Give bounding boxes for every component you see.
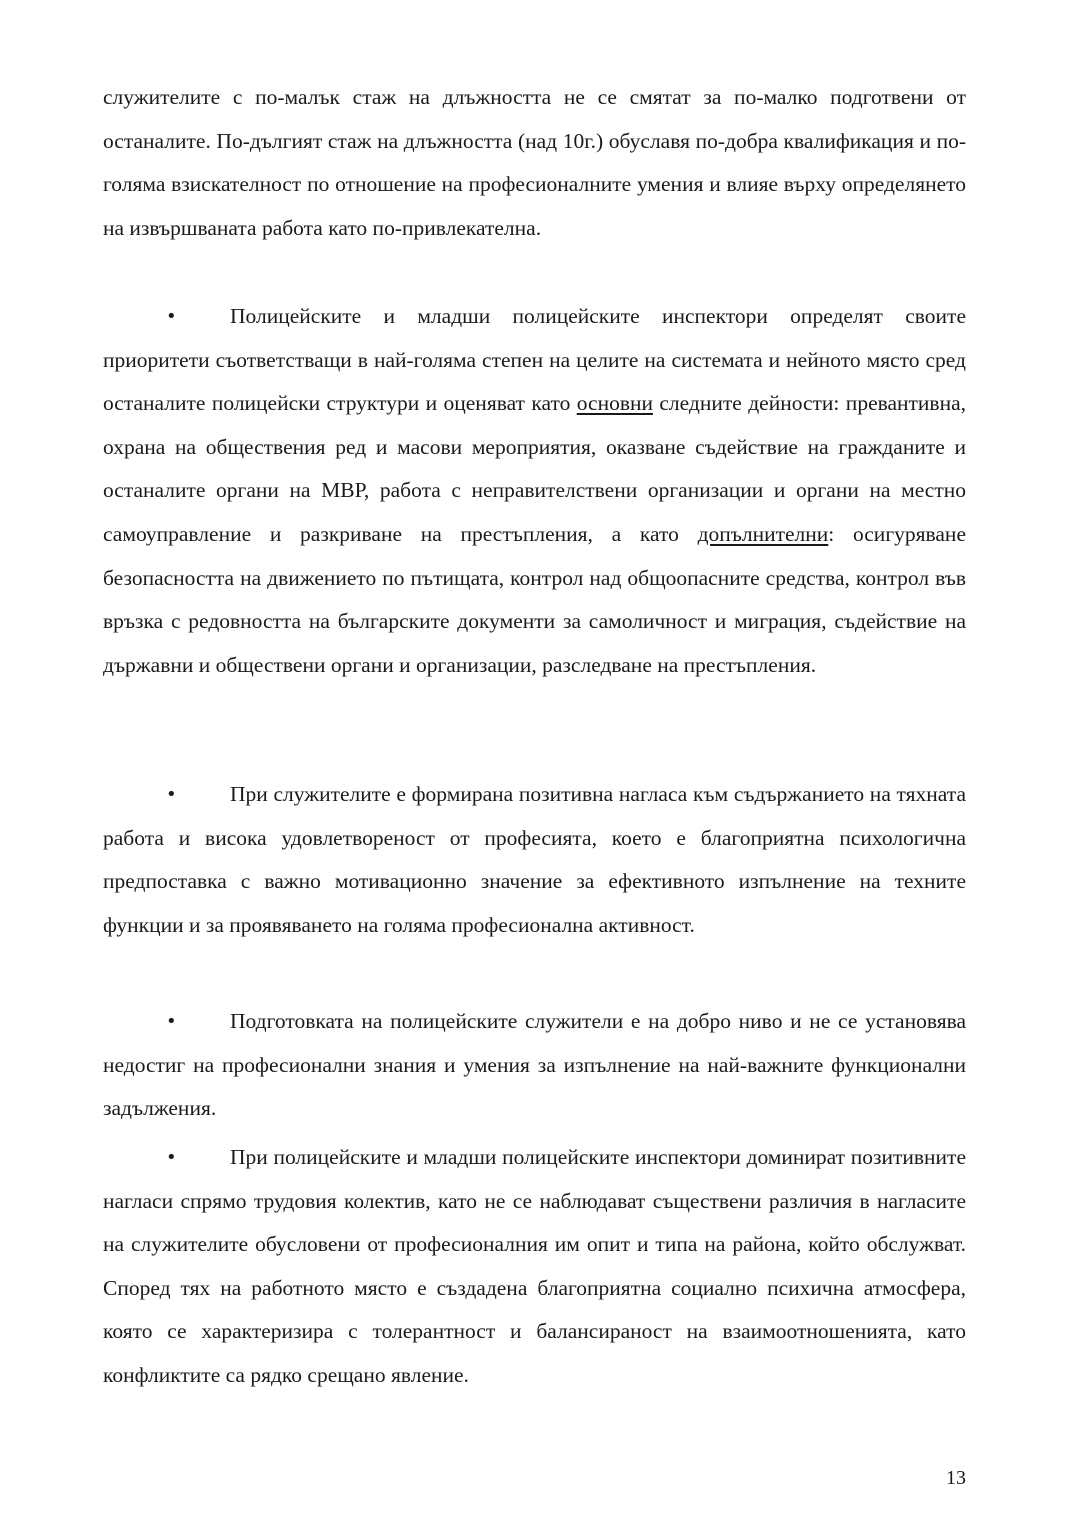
bullet-paragraph-4	[103, 1136, 966, 1398]
bullet-1-text-b: следните дейности: превантивна, охрана на обществения ред и масови мероприятия, оказване съдействие на гражданите и останалите органи на МВР, работа с неправителствени организации и органи на местно самоуправление и разкриване на престъпления, а като	[103, 391, 967, 546]
bullet-dot-icon: •	[166, 784, 177, 805]
bullet-4-text: При полицейските и младши полицейските инспектори доминират позитивните нагласи спрямо трудовия колектив, като не се наблюдават съществени различия в нагласите на служителите обусловени от професионалния им опит и типа на района, който обслужват. Според тях на работното място е създадена благоприятна социално психична атмосфера, която се характеризира с толерантност и балансираност на взаимоотношенията, като конфликтите са рядко срещано явление.	[103, 1145, 966, 1387]
intro-paragraph: служителите с по-малък стаж на длъжността не се смятат за по-малко подготвени от останалите. По-дългият стаж на длъжността (над 10г.) обуславя по-добра квалификация и по-голяма взискателност по отношение на професионалните умения и влияе върху определянето на извършваната работа като по-привлекателна.	[103, 85, 966, 240]
bullet-2-text: При служителите е формирана позитивна нагласа към съдържанието на тяхната работа и висока удовлетвореност от професията, което е благоприятна психологична предпоставка с важно мотивационно значение за ефективното изпълнение на техните функции и за проявяването на голяма професионална активност.	[103, 782, 966, 937]
bullet-dot-icon: •	[166, 306, 177, 327]
bullet-1-text-c: : осигуряване безопасността на движението по пътищата, контрол над общоопасните средства, контрол във връзка с редовността на българските документи за самоличност и миграция, съдействие на държавни и обществени органи и организации, разследване на престъпления.	[103, 521, 966, 677]
bullet-paragraph-2	[103, 773, 966, 947]
underlined-term-main: основни	[576, 391, 653, 416]
bullet-dot-icon: •	[166, 1011, 177, 1032]
bullet-3-text: Подготовката на полицейските служители е на добро ниво и не се установява недостиг на професионални знания и умения за изпълнение на най-важните функционални задължения.	[103, 1009, 966, 1121]
underlined-term-additional: допълнителни	[697, 521, 829, 546]
bullet-dot-icon: •	[166, 1147, 177, 1168]
bullet-paragraph-1	[103, 295, 966, 687]
page-number: 13	[946, 1467, 966, 1489]
bullet-1-text-a: Полицейските и младши полицейските инспектори определят своите приоритети съответстващи в най-голяма степен на целите на системата и нейното място сред останалите полицейски структури и оценяват като	[103, 304, 966, 416]
bullet-paragraph-3	[103, 1000, 966, 1131]
